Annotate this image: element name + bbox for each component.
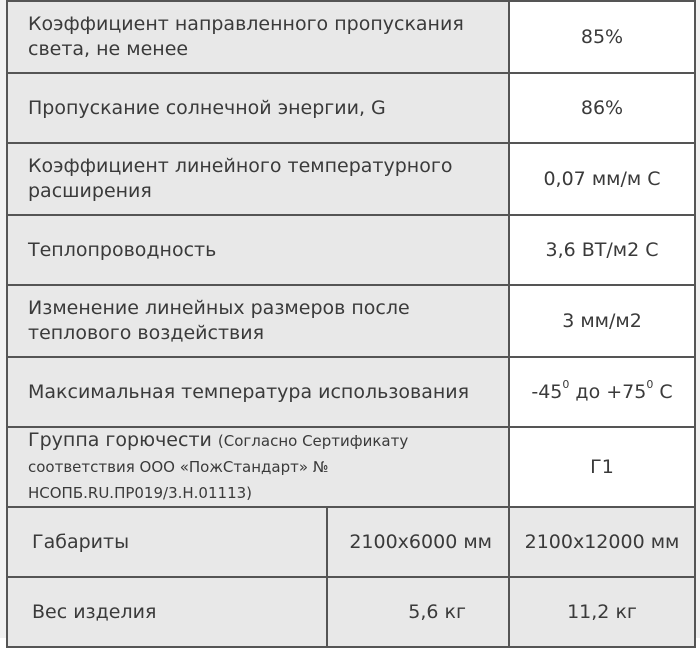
table-row xyxy=(7,73,695,143)
row-label: Коэффициент линейного температурного расширения xyxy=(7,143,509,215)
table-row xyxy=(7,427,695,507)
row-value: Г1 xyxy=(509,427,695,507)
weight-label: Вес изделия xyxy=(7,577,327,647)
row-label: Теплопроводность xyxy=(7,215,509,285)
dimensions-label: Габариты xyxy=(7,507,327,577)
row-label: Коэффициент направленного пропускания света, не менее xyxy=(7,1,509,73)
dimensions-value-b: 2100х12000 мм xyxy=(509,507,695,577)
specifications-table xyxy=(6,0,696,648)
table-row xyxy=(7,143,695,215)
temp-mid: до +75 xyxy=(569,380,647,403)
table-row xyxy=(7,285,695,357)
row-value: 3 мм/м2 xyxy=(509,285,695,357)
degree-mark: 0 xyxy=(562,378,570,392)
table-row xyxy=(7,1,695,73)
weight-value-a: 5,6 кг xyxy=(327,577,509,647)
weight-value-b: 11,2 кг xyxy=(509,577,695,647)
table-row xyxy=(7,507,695,577)
row-label: Пропускание солнечной энергии, G xyxy=(7,73,509,143)
row-value xyxy=(509,357,695,427)
row-value: 85% xyxy=(509,1,695,73)
dimensions-value-a: 2100х6000 мм xyxy=(327,507,509,577)
table-row xyxy=(7,215,695,285)
certificate-note: (Согласно Сертификату соответствия ООО «ПожСтандарт» № НСОПБ.RU.ПР019/3.Н.01113) xyxy=(28,432,409,502)
temp-unit: С xyxy=(653,380,673,403)
degree-mark: 0 xyxy=(646,378,654,392)
row-label xyxy=(7,427,509,507)
table-row xyxy=(7,577,695,647)
row-value: 0,07 мм/м С xyxy=(509,143,695,215)
temp-min: -45 xyxy=(531,380,563,403)
row-value: 3,6 ВТ/м2 С xyxy=(509,215,695,285)
flammability-label: Группа горючести xyxy=(28,429,212,451)
table-row xyxy=(7,357,695,427)
row-label: Максимальная температура использования xyxy=(7,357,509,427)
row-label: Изменение линейных размеров после теплового воздействия xyxy=(7,285,509,357)
row-value: 86% xyxy=(509,73,695,143)
